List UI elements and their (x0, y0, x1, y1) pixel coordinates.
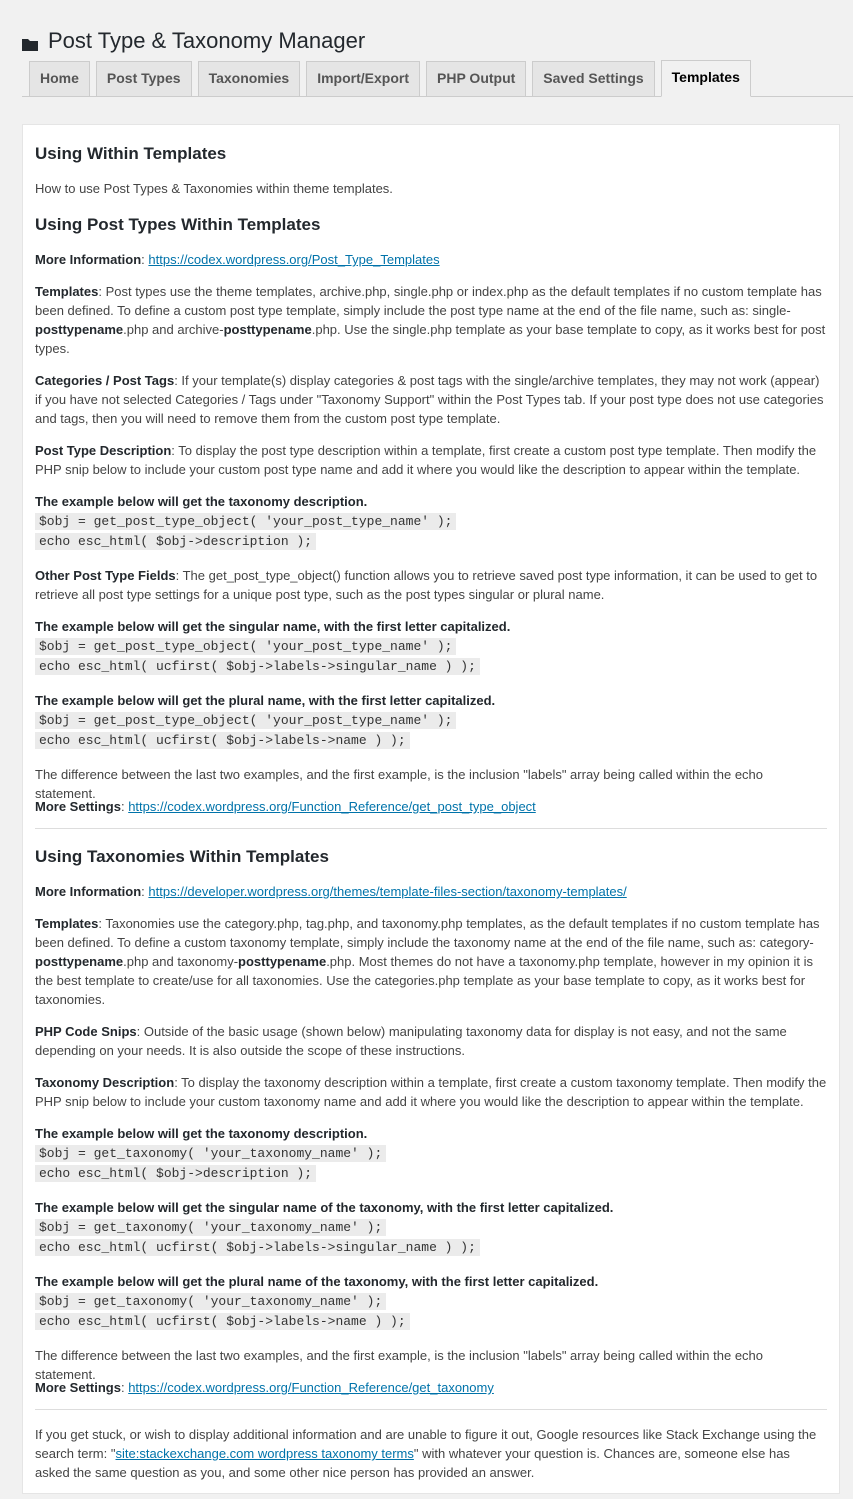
admin-wrap (0, 0, 853, 97)
pt-more-info-link[interactable]: https://codex.wordpress.org/Post_Type_Templates (148, 252, 440, 267)
tx-ex3-code-line-2: echo esc_html( ucfirst( $obj->labels->name ) ); (35, 1313, 410, 1330)
pt-difference-text: The difference between the last two examples, and the first example, is the inclusion "labels" array being called within the echo statement. (35, 767, 764, 801)
tx-snips-paragraph (35, 1022, 827, 1060)
tx-example-2 (35, 1198, 827, 1257)
tab-saved-settings[interactable]: Saved Settings (532, 61, 654, 96)
tx-difference-text: The difference between the last two examples, and the first example, is the inclusion "labels" array being called within the echo statement. (35, 1348, 764, 1382)
pt-ex3-title: The example below will get the plural name, with the first letter capitalized. (35, 693, 496, 708)
tx-templates-label: Templates (35, 916, 99, 931)
pt-more-settings-label: More Settings (35, 799, 121, 814)
section-divider-1 (35, 828, 827, 829)
pt-ex3-code-line-1: $obj = get_post_type_object( 'your_post_type_name' ); (35, 712, 456, 729)
tx-more-info: More Information: https://developer.wordpress.org/themes/template-files-section/taxonomy-templates/ (35, 884, 627, 899)
pt-ex2-code-line-2: echo esc_html( ucfirst( $obj->labels->singular_name ) ); (35, 658, 480, 675)
pt-templates-text-1: : Post types use the theme templates, archive.php, single.php or index.php as the default templates if no custom template has been defined. To define a custom post type template, simply include the post type name at the end of the file name, such as: single- (35, 284, 822, 318)
page-title-text: Post Type & Taxonomy Manager (48, 27, 366, 53)
pt-desc-label: Post Type Description (35, 443, 172, 458)
tx-ex1-title: The example below will get the taxonomy description. (35, 1126, 368, 1141)
pt-other-label: Other Post Type Fields (35, 568, 176, 583)
tx-more-info-label: More Information (35, 884, 142, 899)
tx-ex3-title: The example below will get the plural name of the taxonomy, with the first letter capitalized. (35, 1274, 599, 1289)
tab-templates[interactable]: Templates (661, 60, 751, 97)
pt-cats-label: Categories / Post Tags (35, 373, 175, 388)
pt-templates-bold-2: posttypename (223, 322, 312, 337)
tx-templates-bold-1: posttypename (35, 954, 124, 969)
tx-templates-text-1: : Taxonomies use the category.php, tag.php, and taxonomy.php templates, as the default templates if no custom template has been defined. To define a custom taxonomy template, simply include the taxonomy name at the end of the file name, such as: category- (35, 916, 820, 950)
pt-ex3-code-line-2: echo esc_html( ucfirst( $obj->labels->name ) ); (35, 732, 410, 749)
pt-templates-bold-1: posttypename (35, 322, 124, 337)
pt-ex1-code-line-2: echo esc_html( $obj->description ); (35, 533, 316, 550)
tx-desc-label: Taxonomy Description (35, 1075, 175, 1090)
pt-example-3 (35, 691, 827, 750)
pt-ex1-title: The example below will get the taxonomy description. (35, 494, 368, 509)
tx-ex1-code-line-2: echo esc_html( $obj->description ); (35, 1165, 316, 1182)
tx-example-1 (35, 1124, 827, 1183)
tab-php-output[interactable]: PHP Output (426, 61, 526, 96)
tx-snips-text: : Outside of the basic usage (shown below) manipulating taxonomy data for display is not easy, and not the same depending on your needs. It is also outside the scope of these instructions. (35, 1024, 787, 1058)
pt-templates-text-2: .php and archive- (123, 322, 224, 337)
help-search-link[interactable]: site:stackexchange.com wordpress taxonomy terms (115, 1446, 414, 1461)
intro-heading: Using Within Templates (35, 144, 227, 163)
tx-description-paragraph (35, 1073, 827, 1111)
tx-templates-bold-2: posttypename (238, 954, 327, 969)
tx-templates-text-3: .php. Most themes do not have a taxonomy.php template, however in my opinion it is the best template to create/use for all taxonomies. Use the categories.php template as your base template to copy, as it works best for taxonomies. (35, 954, 813, 1007)
pt-other-text: : The get_post_type_object() function allows you to retrieve saved post type information, it can be used to get to retrieve all post type settings for a unique post type, such as the post types singular or plural name. (35, 568, 818, 602)
pt-description-paragraph (35, 441, 827, 479)
tx-more-settings-label: More Settings (35, 1380, 121, 1395)
tx-ex2-code-line-1: $obj = get_taxonomy( 'your_taxonomy_name' ); (35, 1219, 386, 1236)
tx-more-info-link[interactable]: https://developer.wordpress.org/themes/template-files-section/taxonomy-templates/ (148, 884, 627, 899)
taxonomies-heading: Using Taxonomies Within Templates (35, 847, 329, 866)
page-title (22, 0, 853, 60)
tx-more-settings: More Settings: https://codex.wordpress.org/Function_Reference/get_taxonomy (35, 1380, 494, 1395)
tx-desc-text: : To display the taxonomy description within a template, first create a custom taxonomy template. Then modify the PHP snip below to include your custom taxonomy name and add it where you would like the description to appear within the template. (35, 1075, 827, 1109)
pt-cats-text: : If your template(s) display categories & post tags with the single/archive templates, they may not work (appear) if you have not selected Categories / Tags under "Taxonomy Support" within the Post Types tab. If your post type does not use categories and tags, then you will need to remove them from the custom post type template. (35, 373, 824, 426)
pt-categories-paragraph (35, 371, 827, 428)
pt-templates-label: Templates (35, 284, 99, 299)
tab-import-export[interactable]: Import/Export (306, 61, 420, 96)
pt-more-info-label: More Information (35, 252, 142, 267)
tx-ex2-title: The example below will get the singular name of the taxonomy, with the first letter capitalized. (35, 1200, 614, 1215)
tab-taxonomies[interactable]: Taxonomies (198, 61, 301, 96)
folder-icon (22, 32, 40, 46)
pt-templates-text-3: .php. Use the single.php template as your base template to copy, as it works best for post types. (35, 322, 826, 356)
pt-ex1-code-line-1: $obj = get_post_type_object( 'your_post_type_name' ); (35, 513, 456, 530)
tx-ex3-code-line-1: $obj = get_taxonomy( 'your_taxonomy_name' ); (35, 1293, 386, 1310)
nav-tabs (22, 60, 853, 97)
help-paragraph (35, 1425, 827, 1482)
pt-example-2 (35, 617, 827, 676)
tx-templates-paragraph (35, 914, 827, 1009)
pt-templates-paragraph (35, 282, 827, 358)
tx-templates-text-2: .php and taxonomy- (123, 954, 239, 969)
help-text-2: " with whatever your question is. Chances are, someone else has asked the same question as you, and some other nice person has provided an answer. (35, 1446, 790, 1480)
pt-example-1 (35, 492, 827, 551)
section-divider-2 (35, 1409, 827, 1410)
post-types-heading: Using Post Types Within Templates (35, 215, 321, 234)
tx-ex2-code-line-2: echo esc_html( ucfirst( $obj->labels->singular_name ) ); (35, 1239, 480, 1256)
intro-text: How to use Post Types & Taxonomies within theme templates. (35, 181, 393, 196)
tab-home[interactable]: Home (29, 61, 90, 96)
tx-more-settings-link[interactable]: https://codex.wordpress.org/Function_Reference/get_taxonomy (128, 1380, 494, 1395)
pt-more-settings: More Settings: https://codex.wordpress.org/Function_Reference/get_post_type_object (35, 799, 536, 814)
tx-example-3 (35, 1272, 827, 1331)
tab-post-types[interactable]: Post Types (96, 61, 192, 96)
pt-other-fields-paragraph (35, 566, 827, 604)
tx-snips-label: PHP Code Snips (35, 1024, 137, 1039)
templates-panel (22, 124, 840, 1494)
pt-desc-text: : To display the post type description within a template, first create a custom post type template. Then modify the PHP snip below to include your custom post type name and add it where you would like the description to appear within the template. (35, 443, 817, 477)
help-text-1: If you get stuck, or wish to display additional information and are unable to figure it out, Google resources like Stack Exchange using the search term: " (35, 1427, 817, 1461)
pt-ex2-code-line-1: $obj = get_post_type_object( 'your_post_type_name' ); (35, 638, 456, 655)
pt-more-info: More Information: https://codex.wordpress.org/Post_Type_Templates (35, 252, 440, 267)
tx-ex1-code-line-1: $obj = get_taxonomy( 'your_taxonomy_name' ); (35, 1145, 386, 1162)
pt-ex2-title: The example below will get the singular name, with the first letter capitalized. (35, 619, 511, 634)
pt-more-settings-link[interactable]: https://codex.wordpress.org/Function_Reference/get_post_type_object (128, 799, 536, 814)
